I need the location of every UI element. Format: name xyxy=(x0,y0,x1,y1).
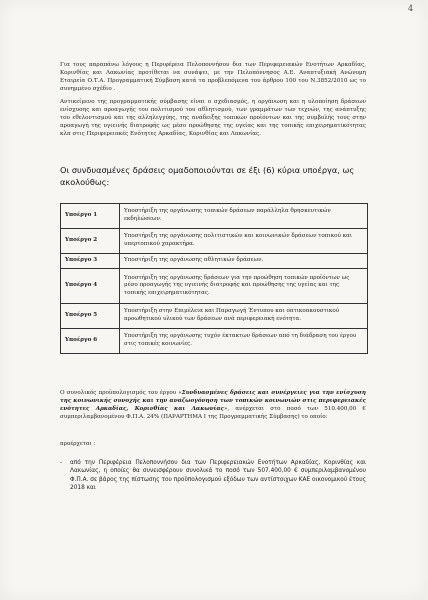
paragraph-budget xyxy=(60,390,366,422)
subproject-label: Υποέργο 1 xyxy=(61,204,120,229)
paragraph-intro: Για τους παραπάνω λόγους η Περιφέρεια Πελοποννήσου δια των Περιφερειακών Ενοτήτων Αρκαδίας, Κορινθίας και Λακωνίας προτίθεται να συνάψει, με την Πελοπόννησος Α.Ε. Αναπτυξιακή Ανώνυμη Εταιρεία Ο.Τ.Α. Προγραμματική Σύμβαση κατά τα προβλεπόμενα του άρθρου 100 του Ν.3852/2010 ως το συνημμένο σχέδιο . xyxy=(60,62,366,92)
list-item: - από την Περιφέρεια Πελοποννήσου δια των Περιφερειακών Ενοτήτων Αρκαδίας, Κορινθίας και Λακωνίας, η οποίες θα συνεισφέρουν συνολικά το ποσό των 507.400,00 € συμπεριλαμβανομένου Φ.Π.Α. σε βάρος της πίστωσης του προϋπολογισμού εξόδων των αντίστοιχων ΚΑΕ οικονομικού έτους 2018 και xyxy=(60,459,366,493)
subproject-label: Υποέργο 5 xyxy=(61,304,120,329)
subproject-label: Υποέργο 6 xyxy=(61,329,120,354)
table-row xyxy=(61,229,368,254)
table-row xyxy=(61,304,368,329)
table-row xyxy=(61,269,368,304)
subproject-text: Υποστήριξη στην Επιμέλεια και Παραγωγή Έντυπου και οπτικοακουστικού προωθητικού υλικού των δράσεων ανά περιφερειακή ενότητα. xyxy=(120,304,368,329)
subproject-label: Υποέργο 4 xyxy=(61,269,120,304)
subproject-label: Υποέργο 3 xyxy=(61,254,120,269)
subproject-label: Υποέργο 2 xyxy=(61,229,120,254)
table-row xyxy=(61,254,368,269)
subproject-text: Υποστήριξη της οργάνωσης δράσεων για την προώθηση τοπικών προϊόντων ως μέσο προαγωγής της υγιεινής διατροφής και προώθησης της υγείας και της τοπικής επιχειρηματικότητας. xyxy=(120,269,368,304)
paragraph-subject: Αντικείμενο της προγραμματικής σύμβασης είναι ο σχεδιασμός, η οργάνωση και η υλοποίηση δράσεων ενίσχυσης και προαγωγής του πολιτισμού του αθλητισμού, των γραμμάτων των τεχνών, της ανάπτυξης του εθελοντισμού και της αλληλεγγύης, της ανάδειξης τοπικών προϊόντων και της συμβολής τους στην προαγωγή της υγιεινής διατροφής ως μέσο προώθησης της υγείας και της τοπικής επιχειρηματικότητας κλπ στις Περιφερειακές Ενότητες Αρκαδίας, Κορινθίας και Λακωνίας. xyxy=(60,99,366,137)
budget-suffix: », ανέρχεται στο ποσό των 510.400,00 € συμπεριλαμβανομένου Φ.Π.Α. 24% (ΠΑΡΑΡΤΗΜΑ Ι της Προγραμματικής Σύμβασης) το οποίο: xyxy=(60,405,366,420)
subprojects-heading: Οι συνδυασμένες δράσεις ομαδοποιούνται σε έξι (6) κύρια υποέργα, ως ακολούθως: xyxy=(60,165,355,187)
budget-prefix: Ο συνολικός προϋπολογισμός του έργου « xyxy=(60,390,182,396)
corner-mark: 4 xyxy=(408,4,414,13)
subproject-text: Υποστήριξη της οργάνωσης τοπικών δράσεων παράλληλα θρησκευτικών εκδηλώσεων. xyxy=(120,204,368,229)
table-row xyxy=(61,204,368,229)
budget-project-title: Συνδυασμένες δράσεις και συνέργειες για την ενίσχυση της κοινωνικής συνοχής και την αναζωογόνηση των τοπικών κοινωνιών στις περιφερειακές ενότητες Αρκαδίας, Κορινθίας και Λακωνίας xyxy=(60,390,366,412)
subproject-text: Υποστήριξη της οργάνωσης αθλητικών δράσεων. xyxy=(120,254,368,269)
table-row xyxy=(61,329,368,354)
funding-list xyxy=(60,459,366,493)
proerchetai-label: προέρχεται : xyxy=(60,441,96,447)
subproject-text: Υποστήριξη της οργάνωσης τυχόν έκτακτων δράσεων από τη διάδραση του έργου στις τοπικές κοινωνίες. xyxy=(120,329,368,354)
subproject-text: Υποστήριξη της οργάνωσης πολιτιστικών και κοινωνικών δράσεων τοπικού και υπερτοπικού χαρακτήρα. xyxy=(120,229,368,254)
subprojects-table xyxy=(60,203,368,354)
